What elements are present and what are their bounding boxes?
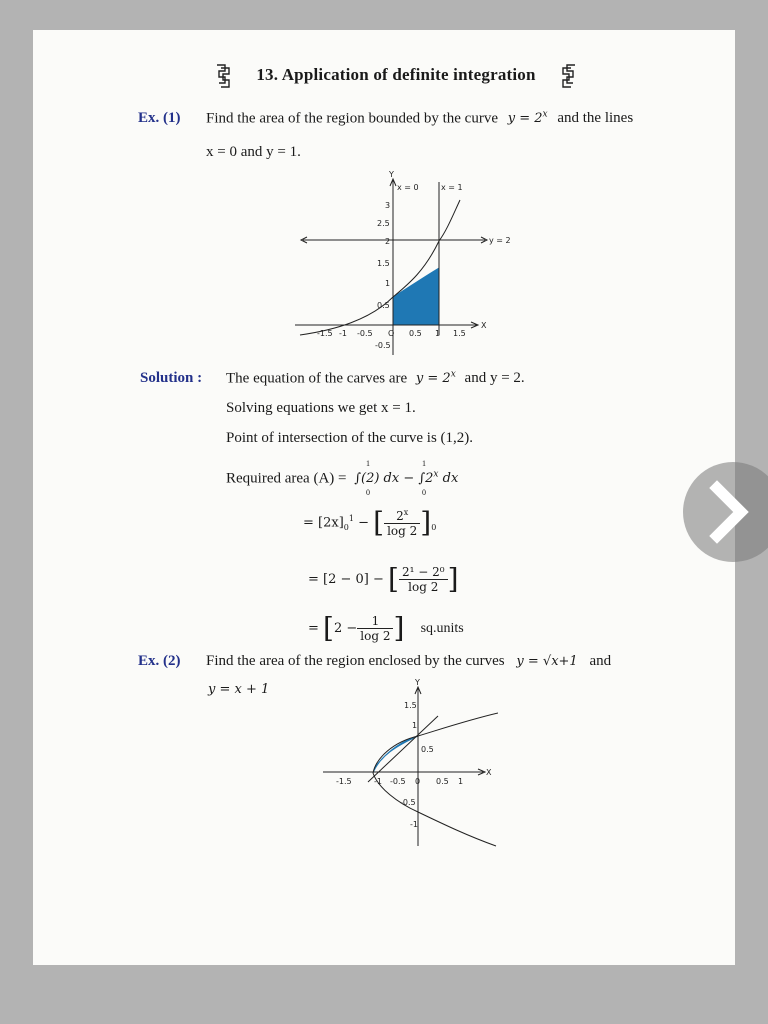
solution-curve-base: y = 2 [415, 371, 451, 387]
solution-integral-tail: dx [438, 471, 459, 487]
graph-2-ytick: 0.5 [421, 745, 434, 754]
solution-step-3: = [2 − $\frac{1}{\log 2}$ ] sq.units [308, 611, 464, 645]
step-2-frac-num: 2¹ − 2⁰ [399, 565, 448, 580]
step-2-frac-den: log 2 [408, 580, 439, 594]
graph-1-xtick: -1 [339, 329, 347, 338]
graph-2-y-label: Y [415, 678, 420, 687]
solution-curve [416, 371, 456, 386]
graph-1 [295, 170, 515, 358]
integral-lower-limit: 0 [366, 488, 370, 497]
graph-1-xtick: 1.5 [453, 329, 466, 338]
solution-area-label: Required area (A) = [226, 470, 347, 487]
step-2-lhs: = [2 − 0] − [308, 572, 384, 587]
graph-2-xtick: 0 [415, 777, 421, 786]
graph-1-ytick: 2 [385, 237, 391, 246]
graph-1-y-label: Y [389, 170, 394, 179]
chapter-title: 13. Application of definite integration [256, 65, 536, 84]
step-1-frac-den: log 2 [387, 524, 418, 538]
example-2-question-line2: y = x + 1 [208, 682, 270, 697]
title-ornament-right-icon [561, 63, 577, 89]
example-2-question [206, 653, 611, 670]
example-1-question-tail: and the lines [557, 110, 634, 127]
step-1-fraction: $\frac{2^x}{\log 2}$ [384, 508, 420, 538]
solution-label: Solution : [140, 370, 203, 386]
solution-line-1-text: The equation of the carves are [226, 370, 408, 387]
example-1-question-text: Find the area of the region bounded by the curve [206, 110, 498, 127]
graph-2-ytick: -1 [410, 820, 418, 829]
solution-integral-expr: ∫(2) dx − ∫2 [354, 471, 434, 487]
integral-upper-limit: 1 [366, 459, 370, 468]
graph-2 [318, 678, 498, 850]
solution-line-1-tail: and y = 2. [464, 370, 525, 387]
step-3-fraction [357, 614, 393, 643]
next-page-button[interactable] [683, 462, 768, 562]
graph-2-x-label: X [486, 768, 492, 777]
example-2-question-tail: and [589, 653, 612, 669]
step-2-fraction [399, 565, 448, 594]
solution-step-1: = $[2x]_0^1$ − [ $\frac{2^x}{\log 2}$ ]$_0$ [303, 506, 437, 539]
graph-1-xtick: -0.5 [357, 329, 373, 338]
solution-line-3: Point of intersection of the curve is (1,2). [226, 430, 474, 446]
graph-1-ytick: 1.5 [377, 259, 390, 268]
graph-1-ytick: 1 [385, 279, 391, 288]
graph-2-xtick: -0.5 [390, 777, 406, 786]
document-page [33, 30, 735, 965]
graph-1-ytick: -0.5 [375, 341, 391, 350]
solution-curve-exp: x [450, 370, 456, 380]
graph-1-ytick: 0.5 [377, 301, 390, 310]
graph-1-ytick: 2.5 [377, 219, 390, 228]
chapter-title-box [213, 61, 579, 91]
solution-line-4 [226, 470, 458, 487]
graph-2-xtick: 0.5 [436, 777, 449, 786]
solution-line-2: Solving equations we get x = 1. [226, 400, 416, 416]
example-1-curve-exp: x [542, 110, 548, 120]
graph-2-xtick: -1 [374, 777, 382, 786]
step-1-bracket-lower: 0 [431, 523, 437, 533]
solution-line-1 [226, 370, 525, 387]
chevron-right-icon [683, 462, 768, 562]
integral-lower-limit-2: 0 [422, 488, 426, 497]
graph-2-xtick: 1 [458, 777, 464, 786]
graph-1-label-x1: x = 1 [441, 183, 463, 192]
example-1-label: Ex. (1) [138, 110, 181, 126]
step-1-lhs: = [2x] [303, 515, 344, 531]
graph-1-xtick: -1.5 [317, 329, 333, 338]
graph-1-xtick: 0.5 [409, 329, 422, 338]
example-2-curve: y = √x+1 [516, 654, 578, 669]
step-3-units: sq.units [420, 621, 464, 636]
graph-2-ytick: 1 [412, 721, 418, 730]
solution-integral: ∫(2) dx − $\int 2^x$ dx [354, 470, 459, 487]
graph-1-x-label: X [481, 321, 487, 330]
integral-upper-limit-2: 1 [422, 459, 426, 468]
example-1-question [206, 110, 633, 127]
step-3-frac-num: 1 [357, 614, 393, 629]
step-1-upper: 1 [348, 514, 354, 524]
example-1-curve-base: y = 2 [507, 111, 543, 127]
step-3-inner: 2 − [333, 621, 358, 636]
graph-1-label-x0: x = 0 [397, 183, 419, 192]
step-1-lower: 0 [343, 523, 349, 533]
graph-2-ytick: 1.5 [404, 701, 417, 710]
example-2-question-text: Find the area of the region enclosed by the curves [206, 653, 505, 669]
example-1-question-line2: x = 0 and y = 1. [206, 144, 301, 160]
step-3-frac-den: log 2 [360, 629, 391, 643]
graph-1-xtick: 1 [435, 329, 441, 338]
graph-2-ytick: -0.5 [400, 798, 416, 807]
example-1-curve [508, 111, 548, 126]
graph-1-ytick: 3 [385, 201, 391, 210]
graph-1-xtick: O [388, 329, 395, 338]
step-3-lhs: = [308, 621, 319, 636]
example-2-label: Ex. (2) [138, 653, 181, 669]
graph-2-xtick: -1.5 [336, 777, 352, 786]
graph-1-label-y2: y = 2 [489, 236, 511, 245]
solution-step-2: = [2 − 0] − [ $\frac{\text{2¹ − 2⁰}}{\log 2}$ ] [308, 562, 459, 596]
graph-2-curve-upper [373, 713, 498, 773]
step-1-frac-num: 2 [396, 509, 404, 523]
